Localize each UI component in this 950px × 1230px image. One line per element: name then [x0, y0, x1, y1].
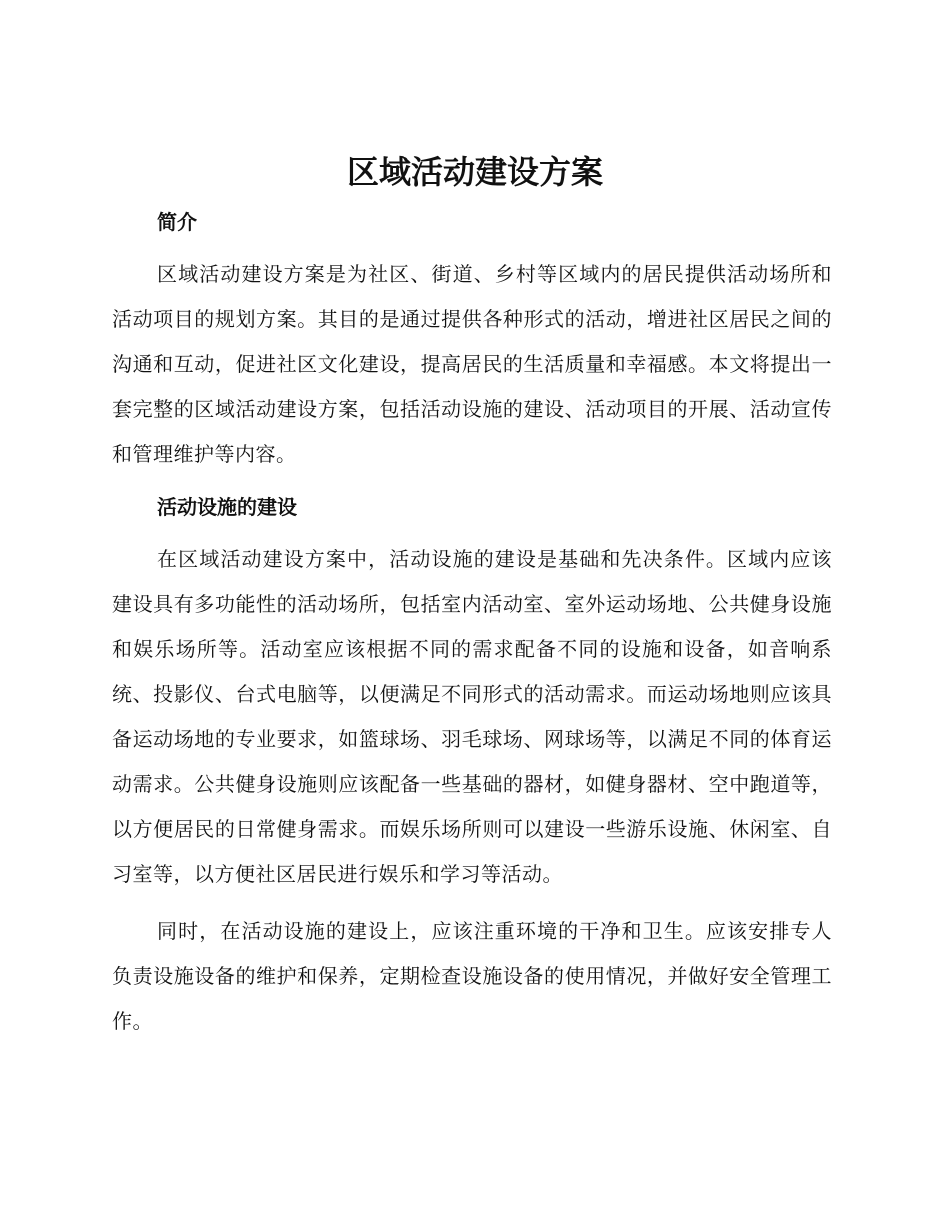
section-heading-intro: 简介: [157, 210, 197, 234]
paragraph-facility-1: 在区域活动建设方案中，活动设施的建设是基础和先决条件。区域内应该建设具有多功能性的活动场所，包括室内活动室、室外运动场地、公共健身设施和娱乐场所等。活动室应该根据不同的需求配备不同的设施和设备，如音响系统、投影仪、台式电脑等，以便满足不同形式的活动需求。而运动场地则应该具备运动场地的专业要求，如篮球场、羽毛球场、网球场等，以满足不同的体育运动需求。公共健身设施则应该配备一些基础的器材，如健身器材、空中跑道等，以方便居民的日常健身需求。而娱乐场所则可以建设一些游乐设施、休闲室、自习室等，以方便社区居民进行娱乐和学习等活动。: [112, 547, 832, 886]
paragraph-facility-2: 同时，在活动设施的建设上，应该注重环境的干净和卫生。应该安排专人负责设施设备的维护和保养，定期检查设施设备的使用情况，并做好安全管理工作。: [112, 919, 832, 1033]
document-title: 区域活动建设方案: [346, 153, 603, 191]
section-heading-facility: 活动设施的建设: [157, 495, 297, 519]
paragraph-intro: 区域活动建设方案是为社区、街道、乡村等区域内的居民提供活动场所和活动项目的规划方案。其目的是通过提供各种形式的活动，增进社区居民之间的沟通和互动，促进社区文化建设，提高居民的生活质量和幸福感。本文将提出一套完整的区域活动建设方案，包括活动设施的建设、活动项目的开展、活动宣传和管理维护等内容。: [112, 262, 832, 466]
document-body: [112, 204, 832, 1044]
